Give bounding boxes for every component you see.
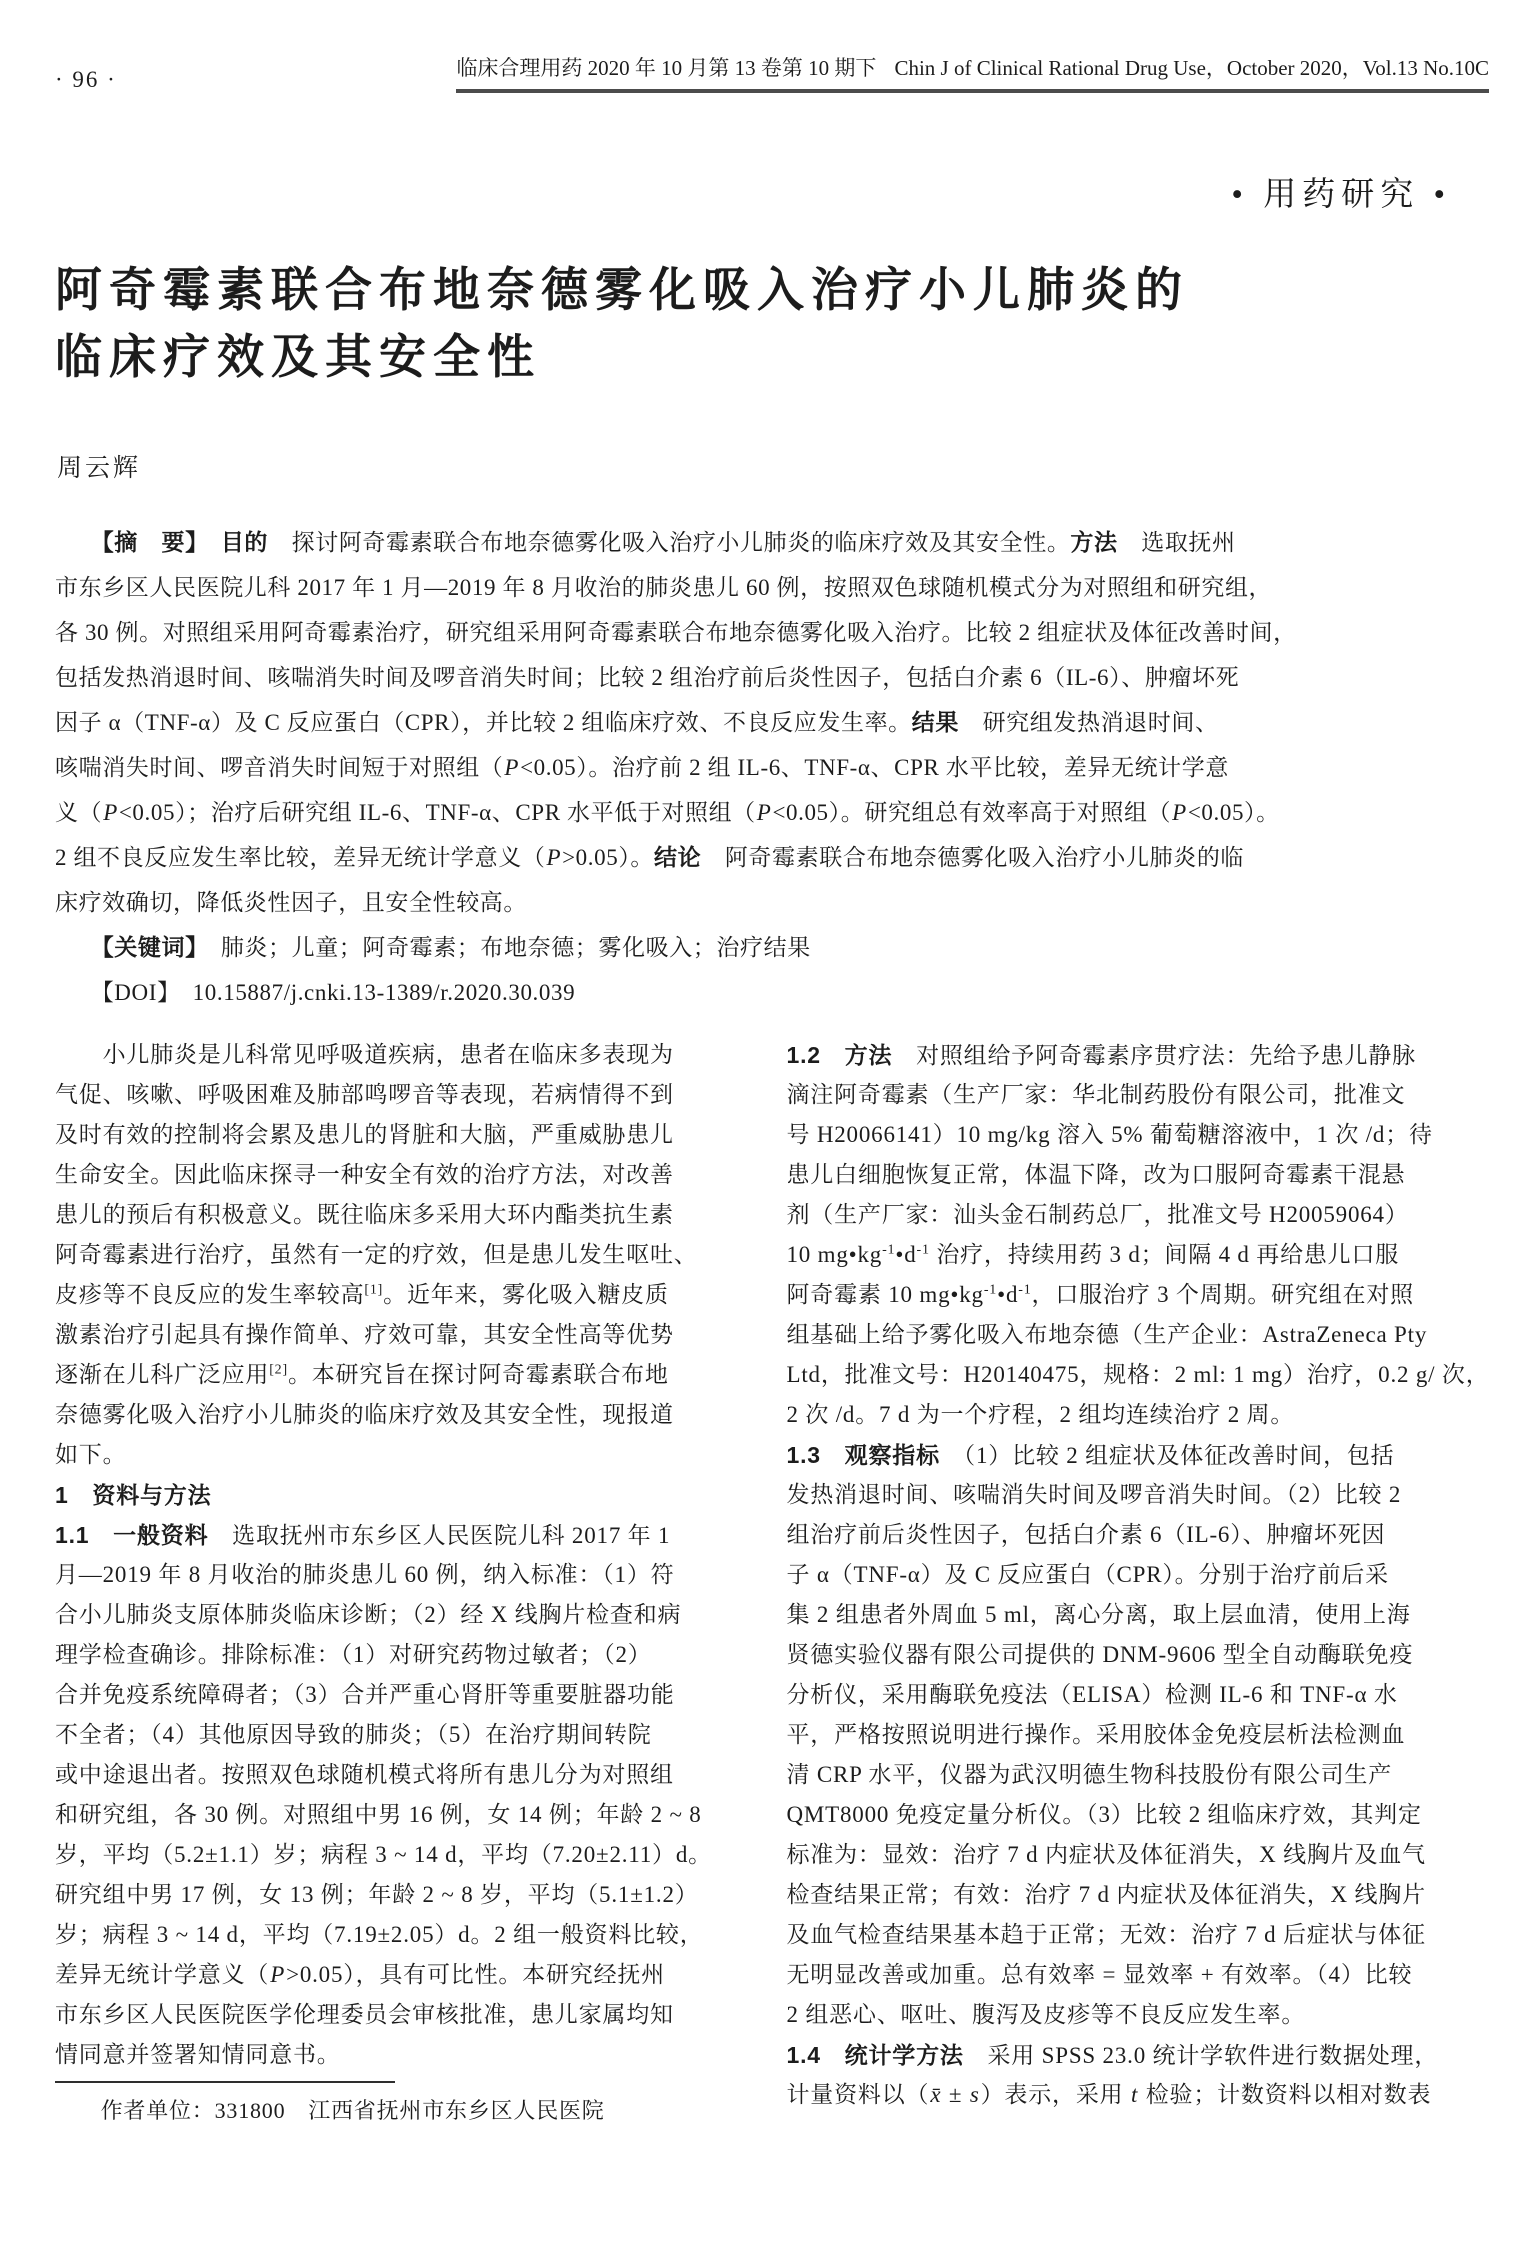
text-line: 合并免疫系统障碍者；（3）合并严重心肾肝等重要脏器功能 <box>55 1682 675 1707</box>
text-line: 组治疗前后炎性因子，包括白介素 6（IL-6）、肿瘤坏死因 <box>786 1522 1386 1547</box>
text-line: 组基础上给予雾化吸入布地奈德（生产企业：AstraZeneca Pty <box>786 1322 1428 1347</box>
text-line: 岁，平均（5.2±1.1）岁；病程 3 ~ 14 d，平均（7.20±2.11）d。 <box>55 1842 712 1867</box>
text-line: 剂（生产厂家：汕头金石制药总厂，批准文号 H20059064） <box>786 1202 1409 1227</box>
text-line: 气促、咳嗽、呼吸困难及肺部鸣啰音等表现，若病情得不到 <box>55 1082 674 1107</box>
section-badge: • 用药研究 • <box>1231 177 1451 213</box>
left-column <box>55 1035 759 2131</box>
text-line: 因子 α（TNF-α）及 C 反应蛋白（CPR），并比较 2 组临床疗效、不良反应发生率。结果 研究组发热消退时间、 <box>55 709 1219 735</box>
article-body <box>55 1035 1490 2131</box>
text-line: 及血气检查结果基本趋于正常；无效：治疗 7 d 后症状与体征 <box>786 1922 1426 1947</box>
text-line: 2 组不良反应发生率比较，差异无统计学意义（P>0.05）。结论 阿奇霉素联合布地奈德雾化吸入治疗小儿肺炎的临 <box>55 844 1245 870</box>
text-line: 1.1 一般资料 选取抚州市东乡区人民医院儿科 2017 年 1 <box>55 1522 671 1548</box>
abstract-block <box>55 520 1487 1015</box>
text-line: 1.2 方法 对照组给予阿奇霉素序贯疗法：先给予患儿静脉 <box>786 1042 1416 1068</box>
text-line: 无明显改善或加重。总有效率 = 显效率 + 有效率。（4）比较 <box>786 1962 1413 1987</box>
text-line: QMT8000 免疫定量分析仪。（3）比较 2 组临床疗效，其判定 <box>786 1802 1422 1827</box>
text-line: 义（P<0.05）；治疗后研究组 IL-6、TNF-α、CPR 水平低于对照组（P<0.05）。研究组总有效率高于对照组（P<0.05）。 <box>55 800 1280 825</box>
page-number: · 96 · <box>55 67 117 92</box>
text-line: 合小儿肺炎支原体肺炎临床诊断；（2）经 X 线胸片检查和病 <box>55 1602 682 1627</box>
article-title <box>55 258 1189 392</box>
abstract-meta-lines <box>55 925 1487 1015</box>
text-line: 各 30 例。对照组采用阿奇霉素治疗，研究组采用阿奇霉素联合布地奈德雾化吸入治疗。比较 2 组症状及体征改善时间， <box>55 620 1297 645</box>
text-line: 号 H20066141）10 mg/kg 溶入 5% 葡萄糖溶液中，1 次 /d；待 <box>786 1122 1433 1147</box>
text-line: 研究组中男 17 例，女 13 例；年龄 2 ~ 8 岁，平均（5.1±1.2） <box>55 1882 699 1907</box>
text-line: 发热消退时间、咳喘消失时间及啰音消失时间。（2）比较 2 <box>786 1482 1402 1507</box>
text-line: Ltd，批准文号：H20140475，规格：2 ml: 1 mg）治疗，0.2 g/ 次， <box>786 1362 1490 1387</box>
text-line: 和研究组，各 30 例。对照组中男 16 例，女 14 例；年龄 2 ~ 8 <box>55 1802 702 1827</box>
text-line: 月—2019 年 8 月收治的肺炎患儿 60 例，纳入标准：（1）符 <box>55 1562 675 1587</box>
text-line: 检查结果正常；有效：治疗 7 d 内症状及体征消失，X 线胸片 <box>786 1882 1426 1907</box>
text-line: 贤德实验仪器有限公司提供的 DNM-9606 型全自动酶联免疫 <box>786 1642 1414 1667</box>
author-name: 周云辉 <box>57 455 142 482</box>
header-rule <box>456 89 1489 93</box>
text-line: 如下。 <box>55 1442 127 1467</box>
text-line: 子 α（TNF-α）及 C 反应蛋白（CPR）。分别于治疗前后采 <box>786 1562 1389 1587</box>
text-line: 理学检查确诊。排除标准：（1）对研究药物过敏者；（2） <box>55 1642 652 1667</box>
text-line: 清 CRP 水平，仪器为武汉明德生物科技股份有限公司生产 <box>786 1762 1393 1787</box>
text-line: 或中途退出者。按照双色球随机模式将所有患儿分为对照组 <box>55 1762 674 1787</box>
text-line: 情同意并签署知情同意书。 <box>55 2042 341 2067</box>
text-line: 咳喘消失时间、啰音消失时间短于对照组（P<0.05）。治疗前 2 组 IL-6、TNF-α、CPR 水平比较，差异无统计学意 <box>55 755 1229 780</box>
right-column-lines <box>787 1035 1491 2115</box>
text-line: 皮疹等不良反应的发生率较高[1]。近年来，雾化吸入糖皮质 <box>55 1282 669 1307</box>
article-title-line1: 阿奇霉素联合布地奈德雾化吸入治疗小儿肺炎的 <box>55 265 1189 317</box>
text-line: 滴注阿奇霉素（生产厂家：华北制药股份有限公司，批准文 <box>786 1082 1406 1107</box>
page-header <box>55 52 1489 93</box>
text-line: 岁；病程 3 ~ 14 d，平均（7.19±2.05）d。2 组一般资料比较， <box>55 1922 704 1947</box>
text-line: 包括发热消退时间、咳喘消失时间及啰音消失时间；比较 2 组治疗前后炎性因子，包括白介素 6（IL-6）、肿瘤坏死 <box>55 665 1240 690</box>
right-column <box>787 1035 1491 2131</box>
text-line: 1.4 统计学方法 采用 SPSS 23.0 统计学软件进行数据处理， <box>786 2042 1439 2068</box>
text-line: 及时有效的控制将会累及患儿的肾脏和大脑，严重威胁患儿 <box>55 1122 674 1147</box>
text-line: 市东乡区人民医院医学伦理委员会审核批准，患儿家属均知 <box>55 2002 674 2027</box>
text-line: 激素治疗引起具有操作简单、疗效可靠，其安全性高等优势 <box>55 1322 674 1347</box>
text-line: 【DOI】 10.15887/j.cnki.13-1389/r.2020.30.039 <box>55 980 576 1005</box>
text-line: 市东乡区人民医院儿科 2017 年 1 月—2019 年 8 月收治的肺炎患儿 60 例，按照双色球随机模式分为对照组和研究组， <box>55 575 1273 600</box>
text-line: 患儿白细胞恢复正常，体温下降，改为口服阿奇霉素干混悬 <box>786 1162 1406 1187</box>
footnote-rule <box>55 2081 395 2083</box>
text-line: 小儿肺炎是儿科常见呼吸道疾病，患者在临床多表现为 <box>55 1042 674 1067</box>
text-line: 1.3 观察指标 （1）比较 2 组症状及体征改善时间，包括 <box>786 1442 1395 1468</box>
text-line: 患儿的预后有积极意义。既往临床多采用大环内酯类抗生素 <box>55 1202 674 1227</box>
text-line: 1 资料与方法 <box>55 1482 212 1508</box>
left-column-lines <box>55 1035 759 2075</box>
journal-info <box>456 52 1489 93</box>
text-line: 奈德雾化吸入治疗小儿肺炎的临床疗效及其安全性，现报道 <box>55 1402 674 1427</box>
text-line: 集 2 组患者外周血 5 ml，离心分离，取上层血清，使用上海 <box>786 1602 1411 1627</box>
journal-citation <box>456 52 1489 82</box>
journal-citation-en: Chin J of Clinical Rational Drug Use，October 2020，Vol.13 No.10C <box>894 56 1489 80</box>
journal-citation-zh: 临床合理用药 2020 年 10 月第 13 卷第 10 期下 <box>456 56 877 80</box>
text-line: 差异无统计学意义（P>0.05），具有可比性。本研究经抚州 <box>55 1962 665 1987</box>
text-line: 分析仪，采用酶联免疫法（ELISA）检测 IL-6 和 TNF-α 水 <box>786 1682 1398 1707</box>
text-line: 10 $mg•kg^{-1}•d^{-1}$ 治疗，持续用药 3 d；间隔 4 d 再给患儿口服 <box>786 1242 1400 1267</box>
text-line: 阿奇霉素 10 $mg•kg^{-1}•d^{-1}$，口服治疗 3 个周期。研究组在对照 <box>786 1282 1414 1307</box>
text-line: 2 次 /d。7 d 为一个疗程，2 组均连续治疗 2 周。 <box>786 1402 1295 1427</box>
text-line: 不全者；（4）其他原因导致的肺炎；（5）在治疗期间转院 <box>55 1722 652 1747</box>
text-line: 平，严格按照说明进行操作。采用胶体金免疫层析法检测血 <box>786 1722 1406 1747</box>
text-line: 阿奇霉素进行治疗，虽然有一定的疗效，但是患儿发生呕吐、 <box>55 1242 698 1267</box>
author-affiliation: 作者单位：331800 江西省抚州市东乡区人民医院 <box>55 2098 605 2123</box>
article-title-line2: 临床疗效及其安全性 <box>55 332 541 384</box>
abstract-lines <box>55 520 1487 925</box>
text-line: 【摘 要】 目的 探讨阿奇霉素联合布地奈德雾化吸入治疗小儿肺炎的临床疗效及其安全性。方法 选取抚州 <box>102 529 1236 555</box>
text-line: 【关键词】 肺炎；儿童；阿奇霉素；布地奈德；雾化吸入；治疗结果 <box>102 934 811 960</box>
text-line: 床疗效确切，降低炎性因子，且安全性较高。 <box>55 890 527 915</box>
text-line: 逐渐在儿科广泛应用[2]。本研究旨在探讨阿奇霉素联合布地 <box>55 1362 669 1387</box>
text-line: 生命安全。因此临床探寻一种安全有效的治疗方法，对改善 <box>55 1162 674 1187</box>
text-line: 标准为：显效：治疗 7 d 内症状及体征消失，X 线胸片及血气 <box>786 1842 1426 1867</box>
text-line: 计量资料以（x̄ ± s）表示，采用 t 检验；计数资料以相对数表 <box>786 2082 1432 2107</box>
text-line: 2 组恶心、呕吐、腹泻及皮疹等不良反应发生率。 <box>786 2002 1306 2027</box>
